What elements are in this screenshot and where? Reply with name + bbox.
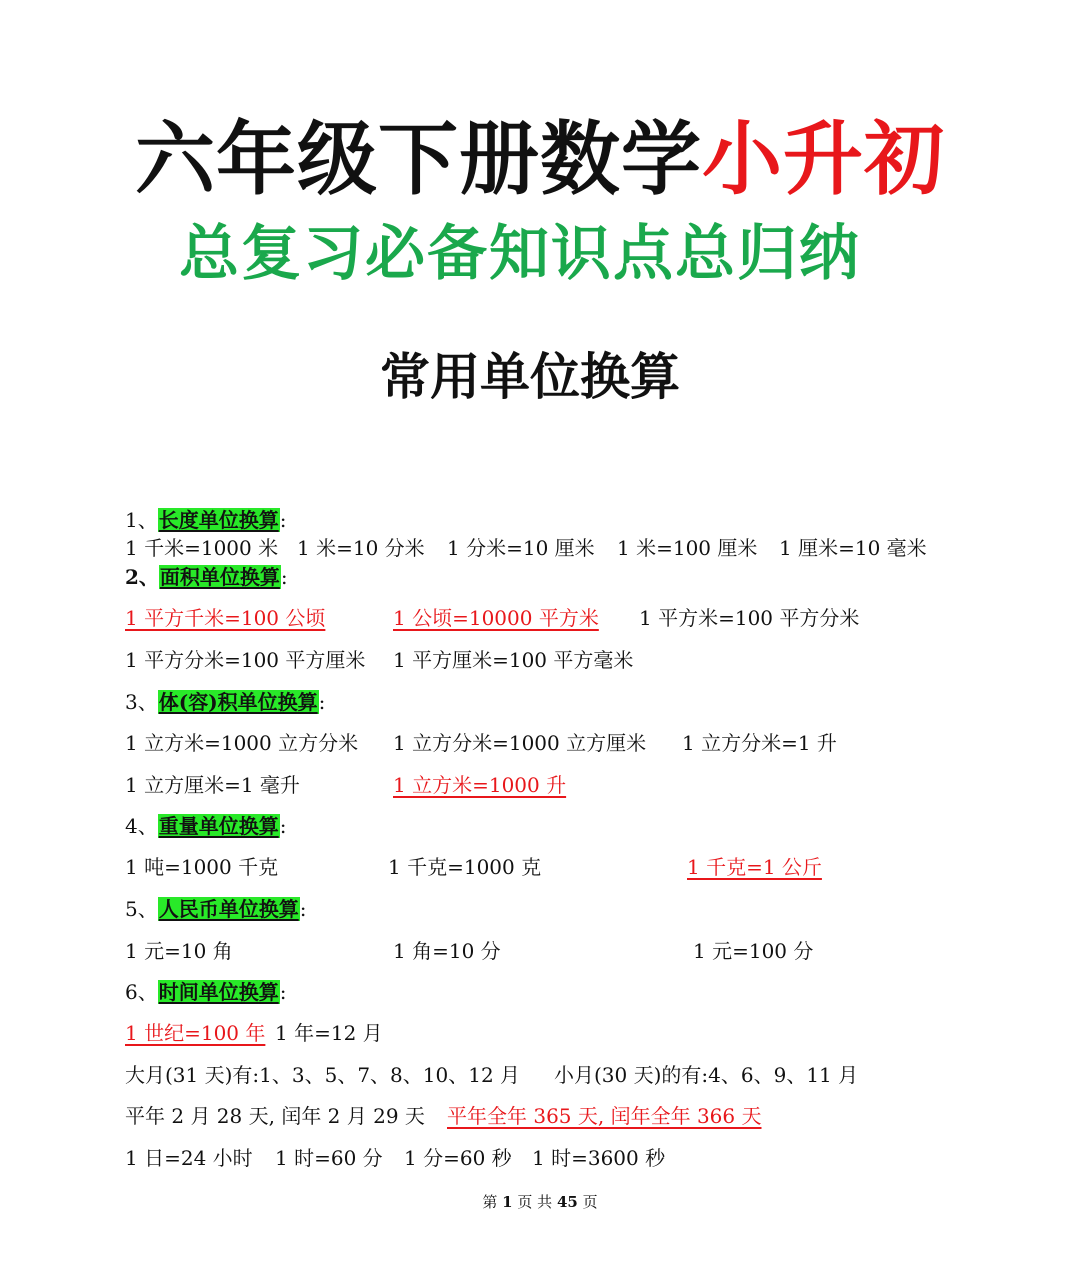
title-black-part: 六年级下册数学 [135,113,702,206]
section-number: 6、 [125,980,158,1004]
conversion-row [125,728,955,758]
conversion-row [125,852,955,882]
page-footer [0,1190,1080,1214]
section-heading [125,977,286,1007]
footer-prefix: 第 [482,1193,498,1211]
section-label: 重量单位换算 [158,814,279,838]
key-conversion-item: 平年全年 365 天, 闰年全年 366 天 [447,1104,762,1128]
conversion-item: 1 平方厘米=100 平方毫米 [393,648,634,672]
section-label: 人民币单位换算 [158,897,299,921]
key-conversion-item: 1 立方米=1000 升 [393,773,567,797]
section-colon: : [280,565,288,589]
footer-page-number: 1 [502,1193,513,1211]
conversion-item: 1 米=100 厘米 [617,536,758,560]
conversion-row [125,533,955,563]
section-label: 时间单位换算 [158,980,279,1004]
conversion-item: 大月(31 天)有:1、3、5、7、8、10、12 月 [125,1063,521,1087]
title-red-part: 小升初 [702,113,945,206]
section-number: 3、 [125,690,158,714]
section-heading [125,505,286,535]
section-heading [125,894,306,924]
conversion-item: 1 立方分米=1 升 [682,731,837,755]
section-heading [125,687,325,717]
section-label: 面积单位换算 [159,565,280,589]
footer-suffix: 页 [582,1193,598,1211]
conversion-row [125,1101,955,1131]
section-title: 常用单位换算 [380,348,680,406]
conversion-item: 1 时=60 分 [275,1146,383,1170]
footer-total-pages: 45 [556,1193,578,1211]
section-number: 4、 [125,814,158,838]
conversion-item: 1 厘米=10 毫米 [779,536,927,560]
conversion-item: 1 元=10 角 [125,939,233,963]
conversion-item: 1 立方厘米=1 毫升 [125,773,300,797]
document-subtitle: 总复习必备知识点总归纳 [179,219,861,289]
conversion-row [125,1143,955,1173]
conversion-item: 1 千米=1000 米 [125,536,279,560]
key-conversion-item: 1 公顷=10000 平方米 [393,606,599,630]
conversion-item: 1 日=24 小时 [125,1146,253,1170]
conversion-item: 1 平方米=100 平方分米 [639,606,860,630]
section-colon: : [279,980,287,1004]
conversion-row [125,645,955,675]
conversion-row [125,603,955,633]
section-number: 5、 [125,897,158,921]
conversion-item: 1 吨=1000 千克 [125,855,279,879]
section-heading [125,811,286,841]
conversion-item: 1 分=60 秒 [404,1146,512,1170]
section-colon: : [279,508,287,532]
conversion-item: 1 米=10 分米 [297,536,425,560]
conversion-item: 1 元=100 分 [693,939,814,963]
footer-middle: 页 共 [517,1193,553,1211]
conversion-row [125,936,955,966]
conversion-row [125,770,955,800]
conversion-item: 1 立方分米=1000 立方厘米 [393,731,647,755]
section-number: 2、 [125,565,159,589]
conversion-item: 1 立方米=1000 立方分米 [125,731,359,755]
conversion-item: 1 年=12 月 [275,1021,383,1045]
conversion-row [125,1018,955,1048]
key-conversion-item: 1 平方千米=100 公顷 [125,606,326,630]
conversion-row [125,1060,955,1090]
section-colon: : [299,897,307,921]
section-label: 长度单位换算 [158,508,279,532]
conversion-item: 小月(30 天)的有:4、6、9、11 月 [554,1063,859,1087]
section-label: 体(容)积单位换算 [158,690,318,714]
section-colon: : [318,690,326,714]
section-colon: : [279,814,287,838]
conversion-item: 1 千克=1000 克 [388,855,542,879]
section-heading [125,562,288,592]
key-conversion-item: 1 世纪=100 年 [125,1021,266,1045]
section-number: 1、 [125,508,158,532]
conversion-item: 平年 2 月 28 天, 闰年 2 月 29 天 [125,1104,425,1128]
conversion-item: 1 平方分米=100 平方厘米 [125,648,366,672]
conversion-item: 1 角=10 分 [393,939,501,963]
conversion-item: 1 时=3600 秒 [532,1146,666,1170]
key-conversion-item: 1 千克=1 公斤 [687,855,822,879]
conversion-item: 1 分米=10 厘米 [447,536,595,560]
